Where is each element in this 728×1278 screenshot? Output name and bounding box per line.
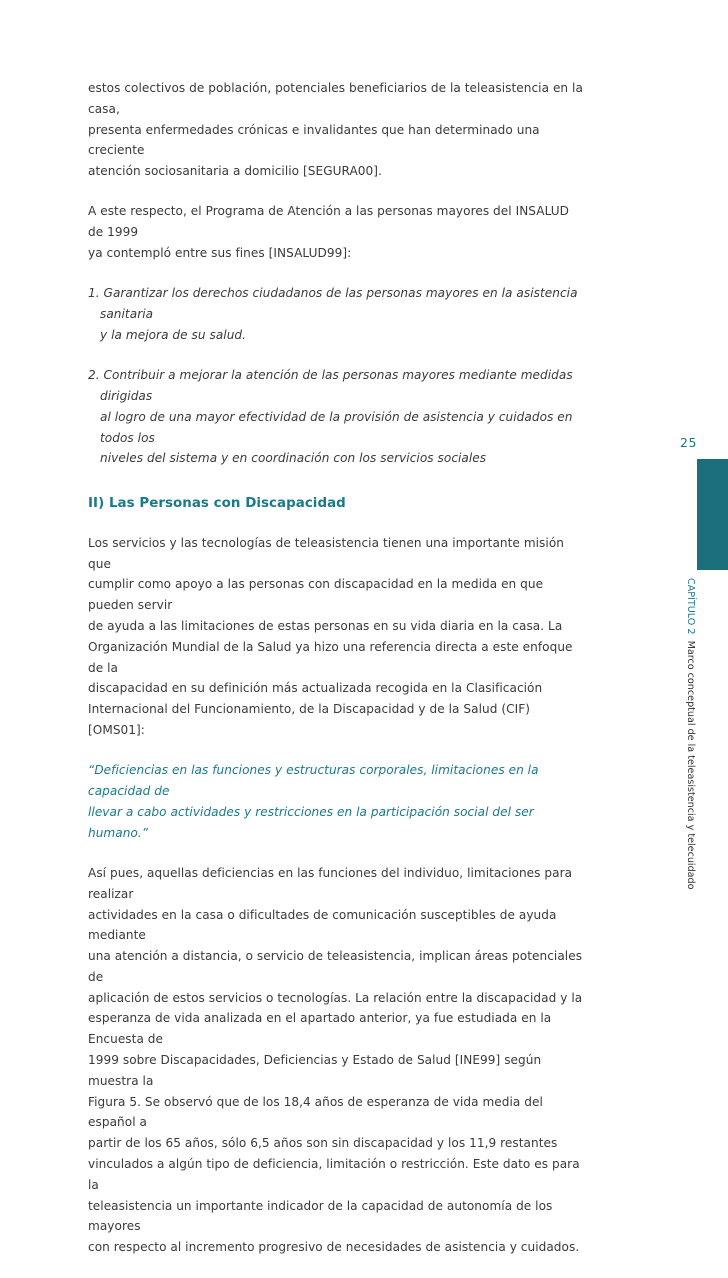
paragraph-servicios: Los servicios y las tecnologías de teleasistencia tienen una importante misión que cumplir como apoyo a las personas con discapacidad en la medida en que pueden servir de ayuda a las limitaciones de estas personas en su vida diaria en la casa. La Organización Mundial de la Salud ya hizo una referencia directa a este enfoque de la discapacidad en su definición más actualizada recogida en la Clasificación Internacional del Funcionamiento, de la Discapacidad y de la Salud (CIF) [OMS01]:: [88, 535, 573, 737]
paragraph-asi-pues: Así pues, aquellas deficiencias en las funciones del individuo, limitaciones para realizar actividades en la casa o dificultades de comunicación susceptibles de ayuda mediante una atención a distancia, o servicio de teleasistencia, implican áreas potenciales de aplicación de estos servicios o tecnologías. La relación entre la discapacidad y la esperanza de vida analizada en el apartado anterior, ya fue estudiada en la Encuesta de 1999 sobre Discapacidades, Deficiencias y Estado de Salud [INE99] según muestra la Figura 5. Se observó que de los 18,4 años de esperanza de vida media del español a partir de los 65 años, sólo 6,5 años son sin discapacidad y los 11,9 restantes vinculados a algún tipo de deficiencia, limitación o restricción. Este dato es para la teleasistencia un importante indicador de la capacidad de autonomía de los mayores con respecto al incremento progresivo de necesidades de asistencia y cuidados.: [88, 865, 583, 1255]
list-item-1: 1. Garantizar los derechos ciudadanos de las personas mayores en la asistencia sanitaria y la mejora de su salud.: [88, 286, 578, 342]
page-number: 25: [680, 435, 697, 450]
section-heading: II) Las Personas con Discapacidad: [88, 495, 346, 511]
quote-definition: “Deficiencias en las funciones y estructuras corporales, limitaciones en la capacidad de llevar a cabo actividades y restricciones en la participación social del ser humano.”: [88, 763, 539, 840]
chapter-running-head: [682, 578, 698, 890]
chapter-marker-bar: [697, 459, 728, 570]
paragraph-intro: estos colectivos de población, potenciales beneficiarios de la teleasistencia en la casa, presenta enfermedades crónicas e invalidantes que han determinado una creciente atención sociosanitaria a domicilio [SEGURA00].: [88, 81, 583, 179]
chapter-label: CAPÍTULO 2: [685, 578, 696, 635]
chapter-title: Marco conceptual de la teleasistencia y telecuidado: [685, 640, 696, 890]
body-text: [88, 78, 588, 1278]
list-item-2: 2. Contribuir a mejorar la atención de las personas mayores mediante medidas dirigidas al logro de una mayor efectividad de la provisión de asistencia y cuidados en todos los niveles del sistema y en coordinación con los servicios sociales: [88, 368, 573, 466]
paragraph-programa: A este respecto, el Programa de Atención a las personas mayores del INSALUD de 1999 ya contempló entre sus fines [INSALUD99]:: [88, 204, 570, 261]
